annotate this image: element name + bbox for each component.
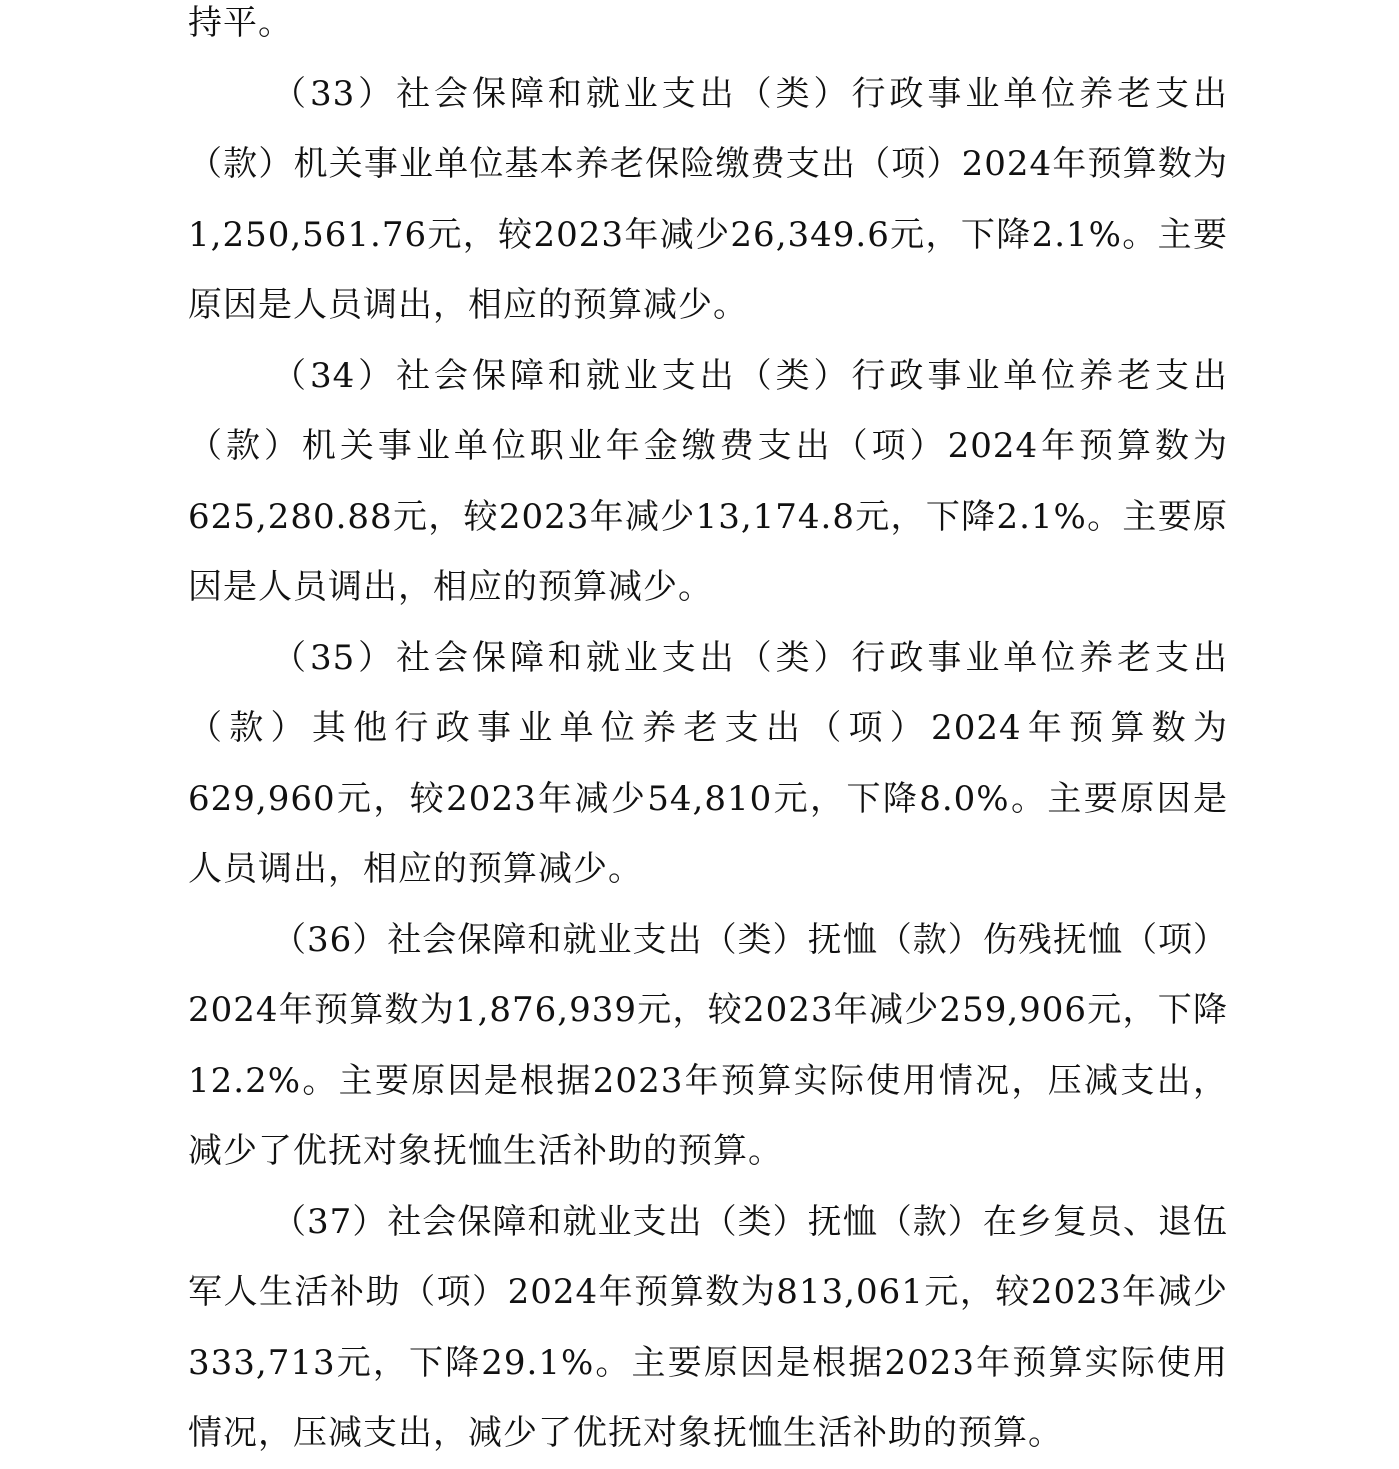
paragraph-item-33: （33）社会保障和就业支出（类）行政事业单位养老支出（款）机关事业单位基本养老保险缴费支出（项）2024年预算数为1,250,561.76元，较2023年减少26,349.6元，下降2.1%。主要原因是人员调出，相应的预算减少。 [188, 73, 1228, 325]
document-page [188, 0, 1228, 1469]
paragraph-continuation: 持平。 [188, 3, 293, 43]
paragraph-item-37: （37）社会保障和就业支出（类）抚恤（款）在乡复员、退伍军人生活补助（项）2024年预算数为813,061元，较2023年减少333,713元，下降29.1%。主要原因是根据2023年预算实际使用情况，压减支出，减少了优抚对象抚恤生活补助的预算。 [188, 1201, 1228, 1453]
paragraph-item-36: （36）社会保障和就业支出（类）抚恤（款）伤残抚恤（项）2024年预算数为1,876,939元，较2023年减少259,906元，下降12.2%。主要原因是根据2023年预算实际使用情况，压减支出，减少了优抚对象抚恤生活补助的预算。 [188, 919, 1228, 1171]
paragraph-item-34: （34）社会保障和就业支出（类）行政事业单位养老支出（款）机关事业单位职业年金缴费支出（项）2024年预算数为625,280.88元，较2023年减少13,174.8元，下降2.1%。主要原因是人员调出，相应的预算减少。 [188, 355, 1228, 607]
paragraph-item-35: （35）社会保障和就业支出（类）行政事业单位养老支出（款）其他行政事业单位养老支出（项）2024年预算数为629,960元，较2023年减少54,810元，下降8.0%。主要原因是人员调出，相应的预算减少。 [188, 637, 1228, 889]
